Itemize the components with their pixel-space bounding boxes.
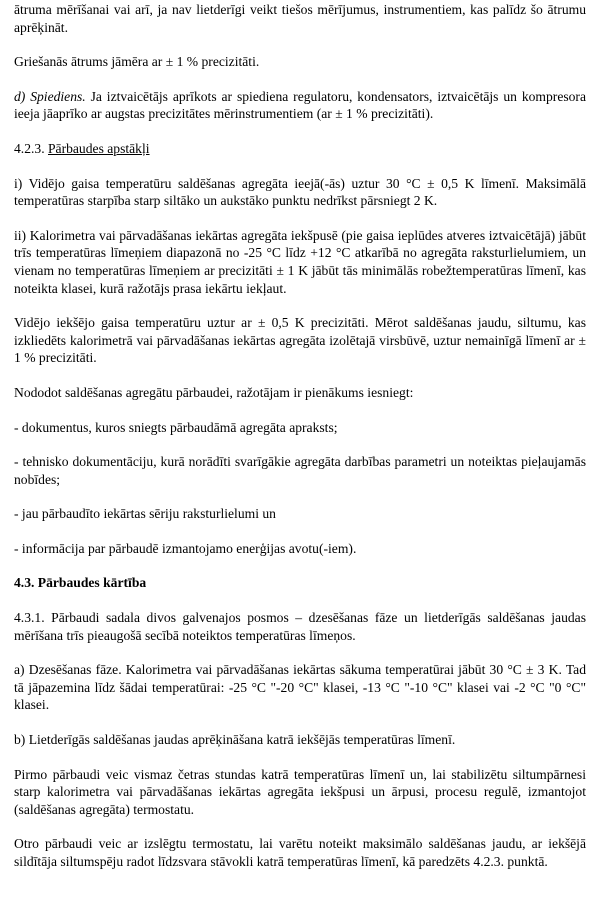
- section-number: 4.2.3.: [14, 140, 48, 156]
- list-item-energy-source: - informācija par pārbaudē izmantojamo enerģijas avotu(-iem).: [14, 540, 357, 556]
- paragraph-pressure: [14, 88, 586, 123]
- paragraph-rotation-speed: Griešanās ātrums jāmēra ar ± 1 % precizitāti.: [14, 54, 260, 70]
- paragraph-manufacturer-duty: Nododot saldēšanas agregātu pārbaudei, ražotājam ir pienākums iesniegt:: [14, 384, 414, 400]
- paragraph-test-phases: 4.3.1. Pārbaudi sadala divos galvenajos posmos – dzesēšanas fāze un lietderīgās saldēšanas jaudas mērīšana trīs pieaugošā secībā noteiktos temperatūras līmeņos.: [14, 610, 586, 643]
- paragraph-first-test: Pirmo pārbaudi veic vismaz četras stundas katrā temperatūras līmenī un, lai stabilizētu siltumpārnesi starp kalorimetra vai pārvadāšanas iekārtas agregāta iekšpusi un ārpusi, procesu regulē, izmantojot (saldēšanas agregāta) termostatu.: [14, 766, 586, 817]
- paragraph-internal-temperature: Vidējo iekšējo gaisa temperatūru uztur ar ± 0,5 K precizitāti. Mērot saldēšanas jaudu, siltumu, kas izkliedēts kalorimetrā vai pārvadāšanas iekārtas agregāta izolētajā virsbūvē, uztur nemainīgā līmenī ar ± 1 % precizitāti.: [14, 315, 586, 366]
- document-page: [14, 0, 586, 888]
- paragraph-second-test: Otro pārbaudi veic ar izslēgtu termostatu, lai varētu noteikt maksimālo saldēšanas jaudu, ar iekšējā sildītāja siltumspēju radot līdzsvara stāvokli katrā temperatūras līmenī, kā paredzēts 4.2.3. punktā.: [14, 836, 586, 869]
- paragraph-speed-instruments: ātruma mērīšanai vai arī, ja nav lietderīgi veikt tiešos mērījumus, instrumentiem, kas palīdz šo ātrumu aprēķināt.: [14, 2, 586, 35]
- pressure-text: Ja iztvaicētājs aprīkots ar spiediena regulatoru, kondensators, iztvaicētājs un kompresora ieeja jāaprīko ar augstas precizitātes mērinstrumentiem (ar ± 1 % precizitāti).: [14, 88, 586, 122]
- list-item-series-characteristics: - jau pārbaudīto iekārtas sēriju raksturlielumi un: [14, 506, 276, 522]
- pressure-label: d) Spiediens.: [14, 88, 86, 104]
- paragraph-cooling-phase: a) Dzesēšanas fāze. Kalorimetra vai pārvadāšanas iekārtas sākuma temperatūrai jābūt 30 °C ± 3 K. Tad tā jāpazemina līdz šādai temperatūrai: -25 °C "-20 °C" klasei, -13 °C "-10 °C" klasei vai -2 °C "0 °C" klasei.: [14, 662, 586, 713]
- paragraph-capacity-calculation: b) Lietderīgās saldēšanas jaudas aprēķināšana katrā iekšējās temperatūras līmenī.: [14, 732, 456, 748]
- list-item-technical-docs: - tehnisko dokumentāciju, kurā norādīti svarīgākie agregāta darbības parametri un noteiktas pieļaujamās nobīdes;: [14, 454, 586, 487]
- section-heading-test-conditions: [14, 140, 586, 158]
- paragraph-inlet-temperature: i) Vidējo gaisa temperatūru saldēšanas agregāta ieejā(-ās) uztur 30 °C ± 0,5 K līmenī. Maksimālā temperatūras starpība starp siltāko un aukstāko punktu nedrīkst pārsniegt 2 K.: [14, 175, 586, 209]
- list-item-documents: - dokumentus, kuros sniegts pārbaudāmā agregāta apraksts;: [14, 419, 338, 435]
- section-title: Pārbaudes apstākļi: [47, 140, 150, 156]
- section-heading-test-procedure: 4.3. Pārbaudes kārtība: [14, 575, 147, 591]
- paragraph-temperature-levels: ii) Kalorimetra vai pārvadāšanas iekārtas agregāta iekšpusē (pie gaisa ieplūdes atveres iztvaicētājā) jābūt trīs temperatūras līmeņiem diapazonā no -25 °C līdz +12 °C atkarībā no agregāta raksturlielumiem, un vienam no temperatūras līmeņiem ar precizitāti ± 1 K jābūt tās minimālās robežtemperatūras līmenī, kas noteikta klasei, kurā ražotājs prasa iekārtu iekļaut.: [14, 227, 586, 296]
